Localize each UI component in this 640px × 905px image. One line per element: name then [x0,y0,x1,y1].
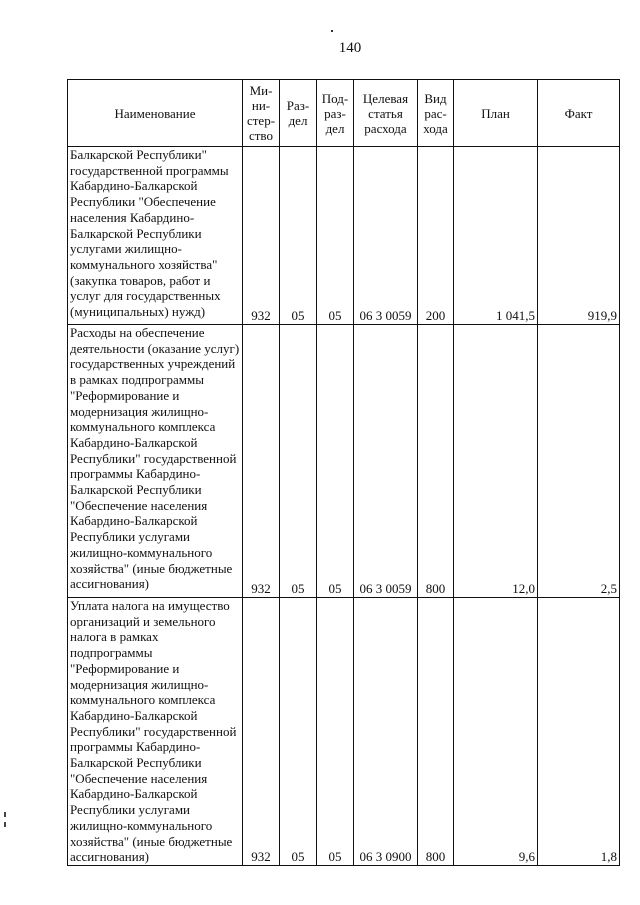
row-name: Балкарской Республики" государственной программы Кабардино-Балкарской Республики "Обеспечение населения Кабардино-Балкарской Республики услугами жилищно-коммунального хозяйства" (закупка товаров, работ и услуг для государственных (муниципальных) нужд) [68,147,243,325]
table-row [68,598,620,866]
header-target: Целевая статья расхода [354,80,418,147]
row-section: 05 [280,147,317,325]
header-type: Вид рас- хода [418,80,454,147]
row-ministry: 932 [243,325,280,598]
row-name: Расходы на обеспечение деятельности (оказание услуг) государственных учреждений в рамках подпрограммы "Реформирование и модернизация жилищно-коммунального комплекса Кабардино-Балкарской Республики" государственной программы Кабардино-Балкарской Республики "Обеспечение населения Кабардино-Балкарской Республики услугами жилищно-коммунального хозяйства" (иные бюджетные ассигнования) [68,325,243,598]
header-section: Раз- дел [280,80,317,147]
row-type: 800 [418,325,454,598]
header-fact: Факт [538,80,620,147]
page-number: 140 [338,40,362,56]
row-subsection: 05 [317,147,354,325]
budget-table [67,79,620,866]
scan-margin-mark [4,822,6,827]
row-section: 05 [280,325,317,598]
row-type: 200 [418,147,454,325]
header-plan: План [454,80,538,147]
table-row [68,147,620,325]
row-plan: 9,6 [454,598,538,866]
table-row [68,325,620,598]
row-type: 800 [418,598,454,866]
row-plan: 1 041,5 [454,147,538,325]
row-target: 06 3 0900 [354,598,418,866]
header-ministry: Ми- ни- стер- ство [243,80,280,147]
scan-dot [331,30,333,32]
row-target: 06 3 0059 [354,325,418,598]
row-subsection: 05 [317,598,354,866]
row-plan: 12,0 [454,325,538,598]
row-ministry: 932 [243,598,280,866]
row-fact: 2,5 [538,325,620,598]
scan-margin-mark [4,812,6,817]
table-header-row [68,80,620,147]
row-subsection: 05 [317,325,354,598]
row-section: 05 [280,598,317,866]
row-fact: 1,8 [538,598,620,866]
row-ministry: 932 [243,147,280,325]
row-fact: 919,9 [538,147,620,325]
row-name: Уплата налога на имущество организаций и земельного налога в рамках подпрограммы "Реформирование и модернизация жилищно-коммунального комплекса Кабардино-Балкарской Республики" государственной программы Кабардино-Балкарской Республики "Обеспечение населения Кабардино-Балкарской Республики услугами жилищно-коммунального хозяйства" (иные бюджетные ассигнования) [68,598,243,866]
row-target: 06 3 0059 [354,147,418,325]
header-name: Наименование [68,80,243,147]
header-subsection: Под- раз- дел [317,80,354,147]
